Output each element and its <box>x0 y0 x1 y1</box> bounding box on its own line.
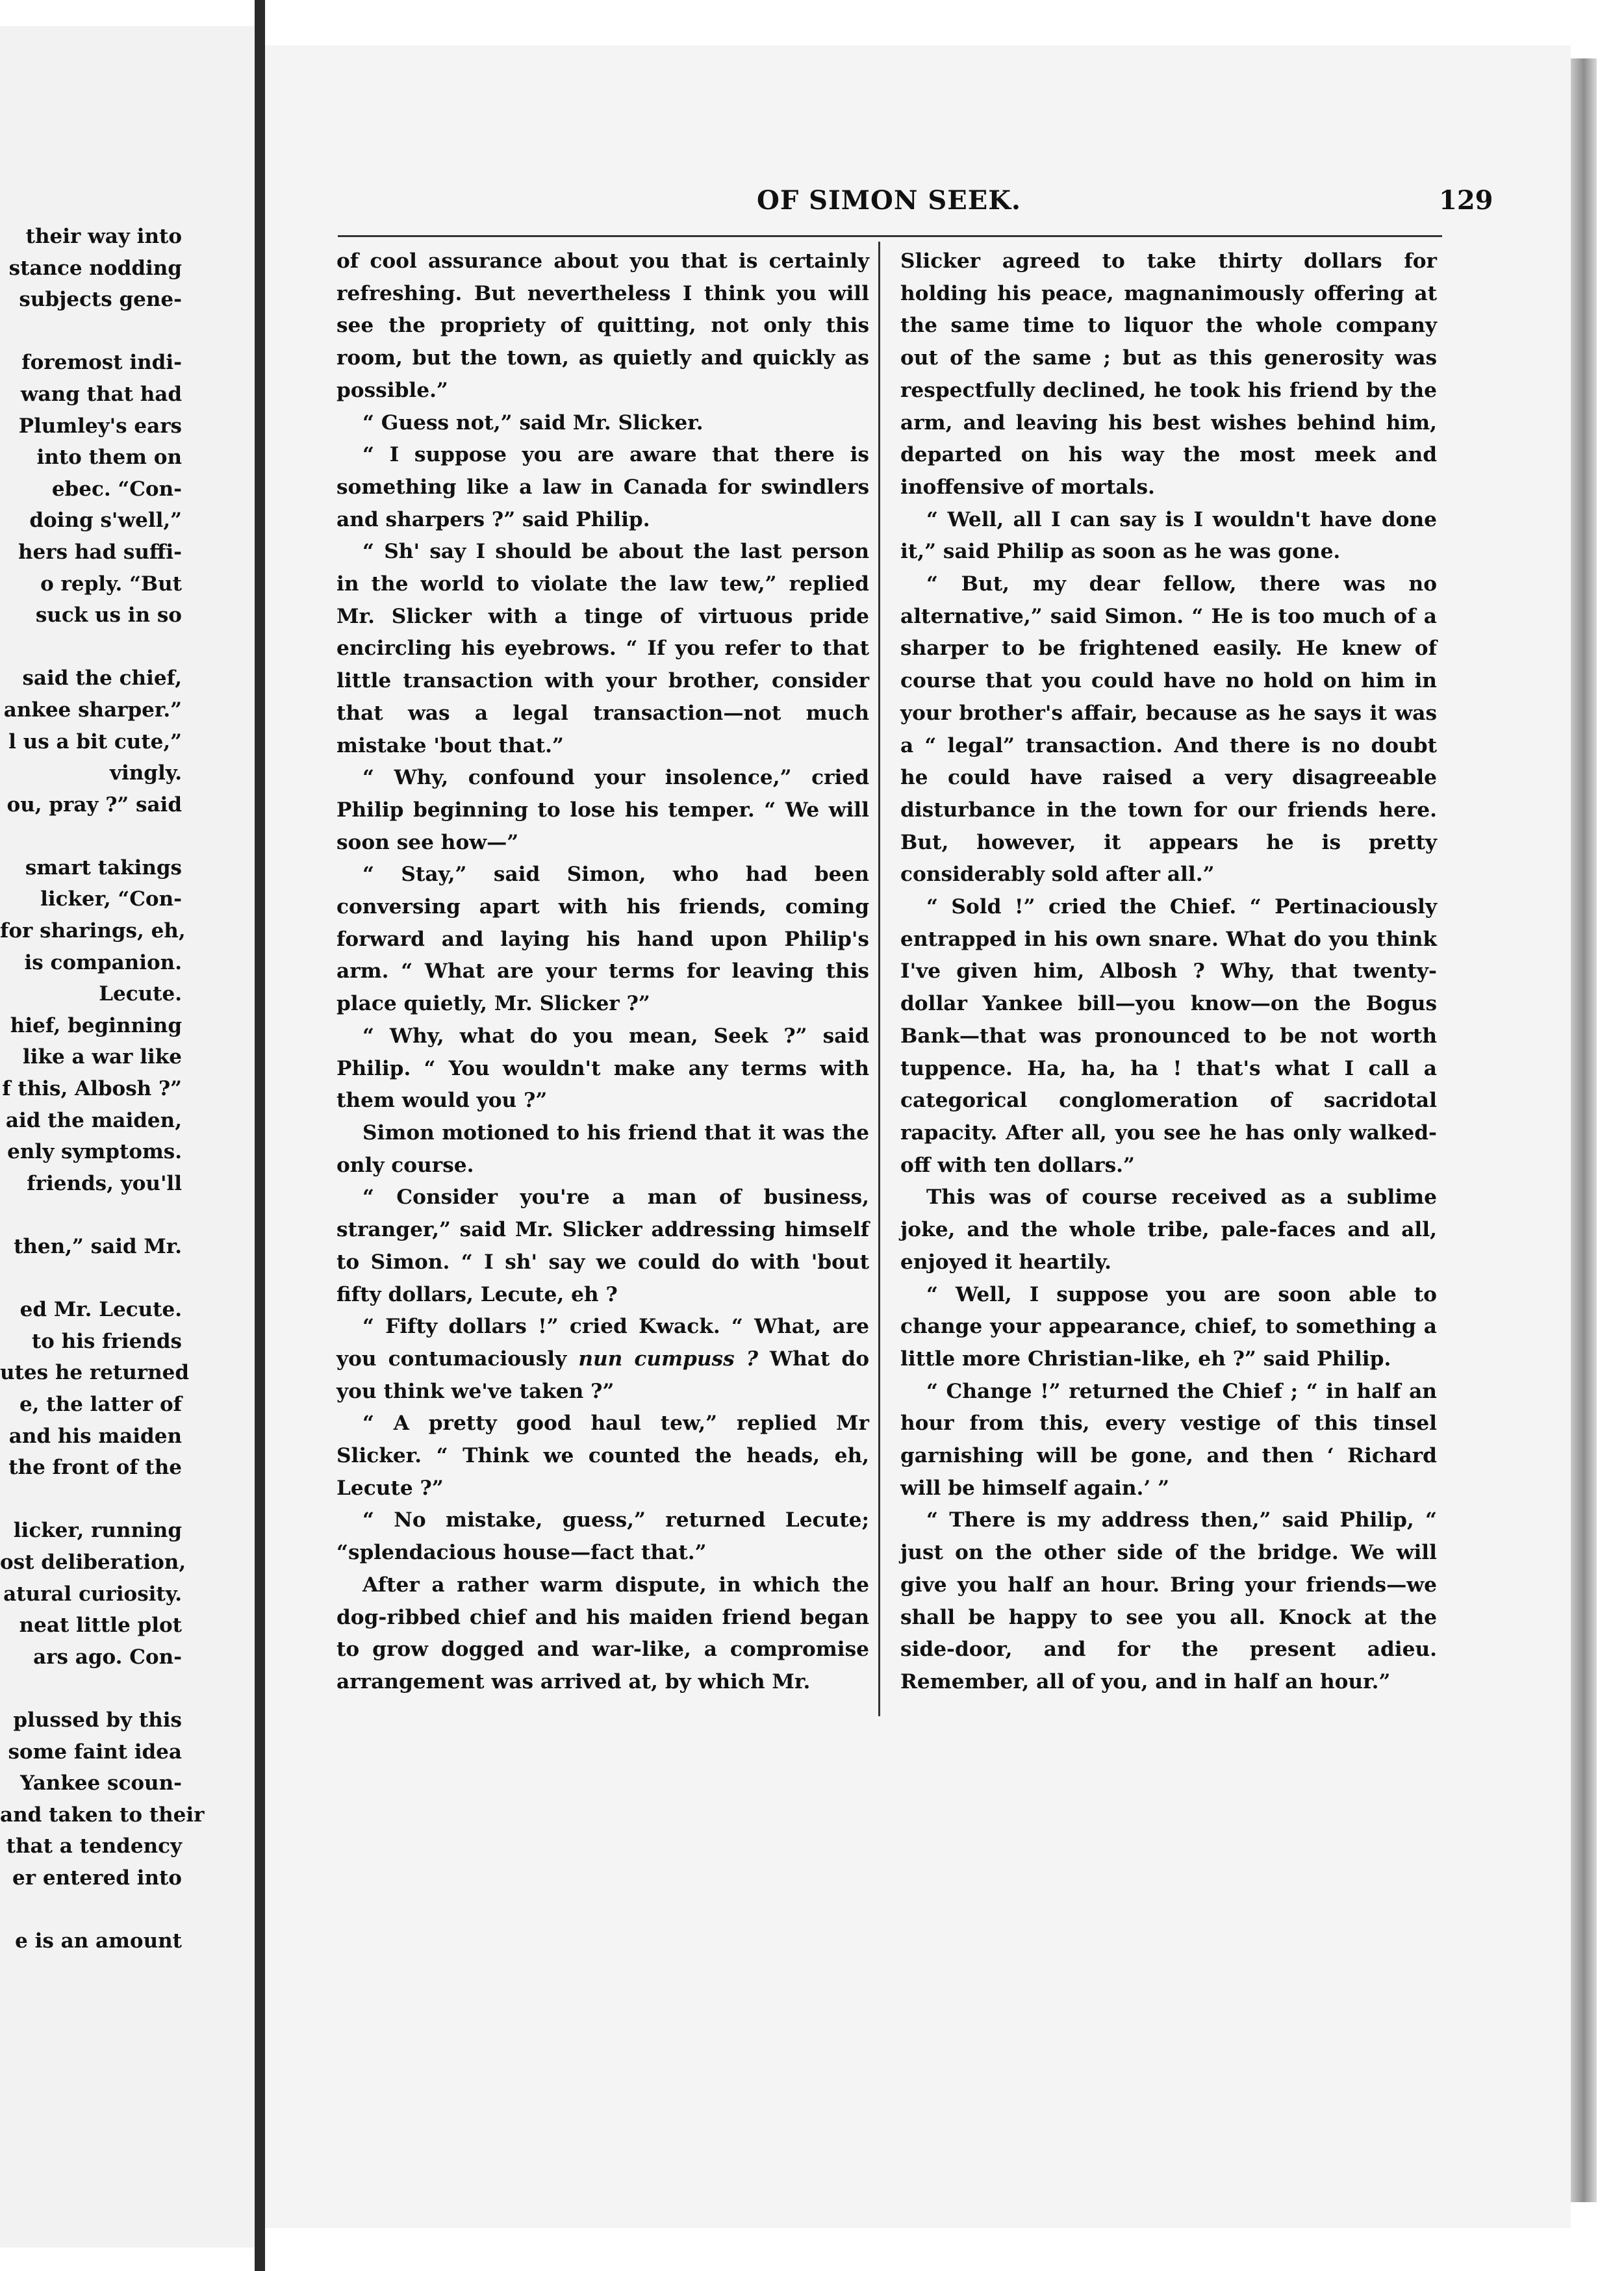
left-column-line: e is an amount <box>15 1929 182 1953</box>
paragraph: “ Why, confound your insolence,” cried Philip beginning to lose his temper. “ We will soon see how—” <box>336 766 869 854</box>
left-column-text <box>0 221 205 1957</box>
left-column-line: smart takings <box>25 856 182 880</box>
paragraph: “ Sold !” cried the Chief. “ Pertinaciously entrapped in his own snare. What do you think I've given him, Albosh ? Why, that twenty-dollar Yankee bill—you know—on the Bogus Bank—that was pronounced to be not worth tuppence. Ha, ha, ha ! that's what I call a categorical conglomeration of sacridotal rapacity. After all, you see he has only walked-off with ten dollars.” <box>900 895 1437 1177</box>
left-column-line: their way into <box>25 225 182 248</box>
left-column-line: er entered into <box>12 1866 182 1890</box>
left-column-line: atural curiosity. <box>3 1582 182 1606</box>
left-column-line: Plumley's ears <box>18 414 182 438</box>
paragraph: Simon motioned to his friend that it was the only course. <box>336 1121 869 1177</box>
left-column-line: l us a bit cute,” <box>8 730 182 754</box>
left-column-line: that a tendency <box>6 1834 182 1859</box>
left-column-line: ars ago. Con- <box>33 1645 182 1669</box>
left-column-line: and his maiden <box>8 1424 182 1448</box>
paragraph: After a rather warm dispute, in which the dog-ribbed chief and his maiden friend began to grow dogged and war-like, a compromise arrangement was arrived at, by which Mr. <box>336 1573 869 1694</box>
paragraph: “ Consider you're a man of business, stranger,” said Mr. Slicker addressing himself to Simon. “ I sh' say we could do with 'bout fifty dollars, Lecute, eh ? <box>336 1186 869 1306</box>
left-column-line: wang that had <box>20 382 182 406</box>
paragraph-text: What do you think we've taken ?” <box>336 1347 870 1403</box>
left-column-line: the front of the <box>8 1456 182 1480</box>
left-column-line <box>0 631 182 663</box>
left-column-line: is companion. <box>24 950 182 974</box>
left-column-line: foremost indi- <box>21 351 182 375</box>
paragraph: “ Well, all I can say is I wouldn't have done it,” said Philip as soon as he was gone. <box>900 507 1437 564</box>
left-column-line: ankee sharper.” <box>3 698 182 722</box>
left-column-line: licker, running <box>13 1519 182 1543</box>
left-column-line: to his friends <box>31 1329 182 1353</box>
left-column-line: hief, beginning <box>10 1013 182 1037</box>
paragraph: “ I suppose you are aware that there is something like a law in Canada for swindlers and sharpers ?” said Philip. <box>336 443 869 531</box>
left-column-line: licker, “Con- <box>40 887 182 911</box>
left-column-line <box>0 1484 182 1516</box>
left-column-line: then,” said Mr. <box>14 1235 182 1258</box>
left-column-line: ed Mr. Lecute. <box>19 1298 182 1322</box>
left-column-line: friends, you'll <box>27 1171 182 1195</box>
paragraph: “ Change !” returned the Chief ; “ in half an hour from this, every vestige of this tinsel garnishing will be gone, and then ‘ Richard will be himself again.’ ” <box>900 1379 1437 1500</box>
left-column-line: ou, pray ?” said <box>6 793 182 817</box>
left-column-line: suck us in so <box>35 603 182 628</box>
paragraph <box>336 1311 869 1408</box>
page-number: 129 <box>1439 185 1493 216</box>
left-page-fragment <box>0 26 259 2248</box>
paragraph: “ No mistake, guess,” returned Lecute; “splendacious house—fact that.” <box>336 1508 869 1565</box>
left-column-line: subjects gene- <box>19 288 182 312</box>
left-column-line: hers had suffi- <box>18 540 182 564</box>
paragraph: “ But, my dear fellow, there was no alternative,” said Simon. “ He is too much of a sharper to be frightened easily. He knew of course that you could have no hold on him in your brother's affair, because as he says it was a “ legal” transaction. And there is no doubt he could have raised a very disagreeable disturbance in the town for our friends here. But, however, it appears he is pretty considerably sold after all.” <box>900 572 1437 887</box>
paragraph: “ Well, I suppose you are soon able to change your appearance, chief, to something a little more Christian-like, eh ?” said Philip. <box>900 1282 1437 1371</box>
italic-phrase: nun cumpuss ? <box>578 1347 758 1371</box>
left-column-line: plussed by this <box>13 1708 182 1732</box>
left-column-line: and taken to their <box>0 1803 205 1827</box>
left-column-line: ebec. “Con- <box>51 477 182 501</box>
left-column-line: for sharings, eh, <box>0 919 186 943</box>
left-column-line: o reply. “But <box>40 572 182 596</box>
running-header: OF SIMON SEEK. <box>757 185 1021 216</box>
left-column-line <box>0 316 182 348</box>
middle-column <box>336 246 869 1699</box>
paragraph: of cool assurance about you that is certainly refreshing. But nevertheless I think you will see the propriety of quitting, not only this room, but the town, as quietly and quickly as possible.” <box>336 249 869 402</box>
left-column-line: enly symptoms. <box>7 1140 182 1164</box>
paragraph: “ Why, what do you mean, Seek ?” said Philip. “ You wouldn't make any terms with them would you ?” <box>336 1024 869 1113</box>
left-column-line: said the chief, <box>22 666 182 691</box>
left-column-line: stance nodding <box>8 256 182 280</box>
paragraph: Slicker agreed to take thirty dollars for holding his peace, magnanimously offering at the same time to liquor the whole company out of the same ; but as this generosity was respectfully declined, he took his friend by the arm, and leaving his best wishes behind him, departed on his way the most meek and inoffensive of mortals. <box>900 249 1437 499</box>
left-column-line: f this, Albosh ?” <box>2 1077 182 1101</box>
left-column-line: e, the latter of <box>19 1392 182 1416</box>
left-column-line: aid the maiden, <box>5 1108 182 1132</box>
left-column-line <box>0 1199 182 1231</box>
left-column-line: ost deliberation, <box>0 1550 186 1574</box>
column-divider <box>878 242 880 1716</box>
left-column-line: Lecute. <box>99 982 182 1006</box>
left-column-line: neat little plot <box>19 1614 182 1638</box>
paragraph: “ Guess not,” said Mr. Slicker. <box>362 411 704 435</box>
paragraph: “ A pretty good haul tew,” replied Mr Slicker. “ Think we counted the heads, eh, Lecute ?” <box>336 1412 869 1500</box>
left-column-line <box>0 1673 182 1705</box>
paragraph: “ Sh' say I should be about the last person in the world to violate the law tew,” replied Mr. Slicker with a tinge of virtuous pride encircling his eyebrows. “ If you refer to that little transaction with your brother, consider that was a legal transaction—not much mistake 'bout that.” <box>336 540 869 757</box>
left-column-line: into them on <box>36 446 182 470</box>
page-edge <box>1571 58 1597 2202</box>
left-column-line: doing s'well,” <box>29 509 182 533</box>
paragraph: This was of course received as a sublime joke, and the whole tribe, pale-faces and all, enjoyed it heartily. <box>900 1186 1437 1274</box>
paragraph: “ There is my address then,” said Philip, “ just on the other side of the bridge. We will give you half an hour. Bring your friends—we shall be happy to see you all. Knock at the side-door, and for the present adieu. Remember, all of you, and in half an hour.” <box>900 1508 1437 1694</box>
header-rule <box>338 235 1442 237</box>
paragraph-text: “ Fifty dollars !” cried Kwack. “ What, are you contumaciously <box>336 1315 869 1371</box>
left-column-line: like a war like <box>22 1045 182 1069</box>
left-column-line <box>0 820 182 852</box>
left-column-line: Yankee scoun- <box>19 1771 182 1795</box>
left-column-line: utes he returned <box>0 1361 190 1385</box>
left-column-line: vingly. <box>109 761 182 785</box>
left-column-line <box>0 1894 182 1925</box>
right-column <box>900 246 1437 1699</box>
left-column-line <box>0 1263 182 1295</box>
paragraph: “ Stay,” said Simon, who had been conversing apart with his friends, coming forward and laying his hand upon Philip's arm. “ What are your terms for leaving this place quietly, Mr. Slicker ?” <box>336 863 869 1016</box>
left-column-line: some faint idea <box>8 1740 182 1764</box>
book-gutter <box>255 0 265 2271</box>
